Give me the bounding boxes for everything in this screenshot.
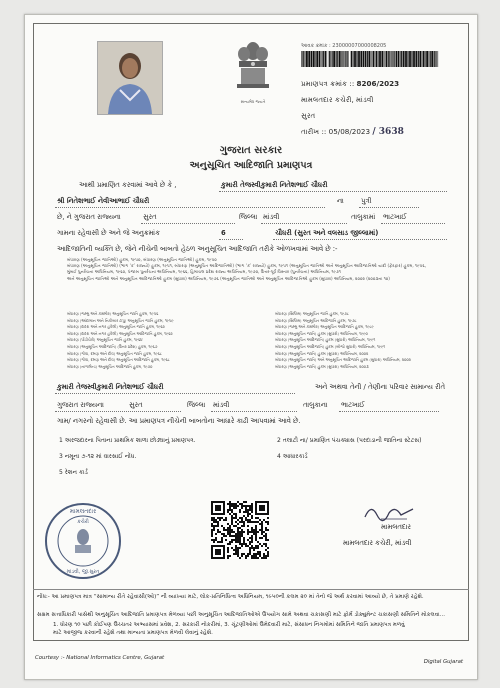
order-item: બંધારણ (દાદરા અને નગર હવેલી) અનુસૂચિત આદિજાતિ હુકમ, ૧૯૬૨ bbox=[67, 330, 173, 336]
order-item: બંધારણ (જમ્મુ અને કાશ્મીર) અનુસૂચિત આદિજાતિ હુકમ, ૧૯૮૯ bbox=[275, 324, 374, 330]
document-item: 5 રેશન કાર્ડ bbox=[59, 469, 88, 476]
order-item: બંધારણ (દાદરા અને નગર હવેલી) અનુસૂચિત જાતિ હુકમ, ૧૯૬૨ bbox=[67, 324, 165, 330]
qr-code bbox=[211, 501, 269, 559]
residence-taluka: માંડવી bbox=[213, 401, 230, 409]
village: ભાટખાઈ bbox=[383, 213, 407, 221]
issue-date: 05/08/2023 bbox=[328, 127, 371, 136]
national-emblem-icon bbox=[233, 37, 273, 97]
order-item: બંધારણ (ગોવા, દમણ અને દીવ) અનુસૂચિત આદિજાતિ હુકમ, ૧૯૬૮ bbox=[67, 357, 170, 363]
name-repeat-underline bbox=[55, 393, 295, 394]
certificate-number-label: પ્રમાણપત્ર ક્રમાંક :: bbox=[301, 79, 355, 88]
residence-district: સુરત bbox=[129, 401, 143, 409]
certificate-page bbox=[24, 14, 478, 680]
seal-text: મામલતદાર bbox=[69, 508, 97, 515]
footer-brand: Digital Gujarat bbox=[423, 659, 463, 665]
order-line: અને અનુસૂચિત જાતિઓ અને અનુસૂચિત આદિજાતિઓ હુકમ (સુધારા) અધિનિયમ, ૧૯૭૬ (અનુસૂચિત જાતિઓ અને અનુસૂચિત આદિજાતિઓ હુકમ (સુધારા) અધિનિયમ, ૨૦૦૨ (૨૦૦૩ના ૧૦) bbox=[67, 275, 390, 281]
order-item: બંધારણ (અનુસૂચિત જાતિ) અને અનુસૂચિત આદિજાતિ હુકમ (સુધારા) અધિનિયમ, ૨૦૦૨ bbox=[275, 357, 411, 363]
village-underline bbox=[381, 223, 445, 224]
barcode-block bbox=[301, 43, 441, 71]
issuing-district: સુરત bbox=[301, 111, 316, 120]
note-text: નોંધ:- આ પ્રમાણપત્ર માત્ર “સામાન્ય રીતે રહેવાસી(ઓ)” ની વ્યાખ્યા માટે, લોક-પ્રતિનિધિત્વ અધિનિયમ, ૧૯૫૦ની કલમ ૨૦ માં તેનો જે અર્થ કરવામાં આવ્યો છે, તે પ્રમાણે રહેશે. bbox=[37, 594, 424, 600]
serial-number: 6 bbox=[221, 229, 226, 237]
residence-state-underline bbox=[55, 411, 181, 412]
residence-taluka-underline bbox=[211, 411, 297, 412]
government-title: ગુજરાત સરકાર bbox=[219, 145, 283, 156]
issuing-office: મામલતદાર કચેરી, માંડવી bbox=[301, 95, 374, 104]
document-item: 3 નમૂના ૭-૧૨ માં વારસાઈ નોંધ. bbox=[59, 453, 137, 460]
order-item: બંધારણ (અનુસૂચિત જાતિ) હુકમ (સુધારો) અધિનિયમ, ૧૯૯૦ bbox=[275, 330, 368, 336]
order-line: બંધારણ (અનુસૂચિત જાતિઓ) હુકમ, ૧૯૫૦, બંધારણ (અનુસૂચિત જાતિઓ) હુકમ, ૧૯૫૦ bbox=[67, 257, 217, 262]
serial-underline bbox=[219, 239, 243, 240]
relation-label: ના bbox=[337, 197, 344, 205]
taluka: માંડવી bbox=[263, 213, 280, 221]
document-item: 4 આધારકાર્ડ bbox=[277, 453, 308, 460]
seal-text: માંડવી, જી.સુરત bbox=[66, 569, 100, 575]
order-item: બંધારણ (ગોવા, દમણ અને દીવ) અનુસૂચિત જાતિ હુકમ, ૧૯૬૮ bbox=[67, 350, 162, 356]
residence-village: ભાટખાઈ bbox=[341, 401, 365, 409]
order-item: બંધારણ (અનુસૂચિત આદિજાતિ) હુકમ (બીજો સુધારો) અધિનિયમ, ૧૯૯૧ bbox=[275, 343, 386, 349]
residence-village-underline bbox=[339, 411, 439, 412]
relation-underline bbox=[359, 207, 419, 208]
applicant-photo bbox=[97, 41, 163, 115]
order-item: બંધારણ (અનુસૂચિત આદિજાતિ) હુકમ (સુધારો) અધિનિયમ, ૧૯૯૧ bbox=[275, 337, 376, 343]
order-line: બંધારણ (અનુસૂચિત જાતિઓ) (ભાગ ‘ક’ રાજ્યો) હુકમ, ૧૯૫૧, બંધારણ (અનુસૂચિત આદિજાતિઓ) (ભાગ ‘ક’ રાજ્યો) હુકમ, ૧૯૫૧ (અનુસૂચિત જાતિઓ અને અનુસૂચિત આદિજાતિઓ યાદી (ફેરફાર) હુકમ, ૧૯૫૬, bbox=[67, 263, 426, 269]
tribe-underline bbox=[273, 239, 447, 240]
father-underline bbox=[55, 207, 325, 208]
order-item: બંધારણ (પોંડીચેરી) અનુસૂચિત જાતિ હુકમ, ૧૯૬૪ bbox=[67, 337, 143, 343]
office-seal-icon bbox=[43, 501, 123, 581]
certificate-number-line bbox=[301, 79, 399, 89]
handwritten-number: / 3638 bbox=[372, 127, 404, 137]
certify-prefix: આથી પ્રમાણિત કરવામાં આવે છે કે , bbox=[79, 181, 177, 189]
notes-divider bbox=[33, 589, 469, 590]
document-title: અનુસૂચિત આદિજાતિ પ્રમાણપત્ર bbox=[189, 160, 313, 171]
order-line: મુંબઈ પુનર્રચના અધિનિયમ, ૧૯૬૦, પંજાબ પુનર્રચના અધિનિયમ, ૧૯૬૬, હિમાચલ પ્રદેશ રાજ્ય અધિનિયમ, ૧૯૭૦, ઉત્તર-પૂર્વ વિસ્તાર (પુનર્રચના) અધિનિયમ, ૧૯૭૧ bbox=[67, 269, 341, 275]
taluka-label: તાલુકામાં bbox=[351, 213, 376, 221]
district: સુરત bbox=[143, 213, 157, 221]
relation: પુત્રી bbox=[361, 197, 372, 205]
handwritten-signature bbox=[361, 501, 421, 525]
residence-taluka-label: તાલુકાના bbox=[303, 401, 328, 409]
order-item: બંધારણ (અનુસૂચિત જાતિ) હુકમ (સુધારા) અધિનિયમ, ૨૦૦૨ bbox=[275, 350, 369, 356]
document-item: 1 અરજદારના પિતાના પ્રાથમિક શાળા છોડ્યાનું પ્રમાણપત્ર. bbox=[59, 437, 196, 444]
recognition-line: આદિજાતિની વ્યક્તિ છે, જેને નીચેની બાબતો હેઠળ અનુસૂચિત આદિજાતિ તરીકે ઓળખવામાં આવે છે :- bbox=[57, 245, 338, 253]
taluka-underline bbox=[261, 223, 347, 224]
emblem-caption: સત્યમેવ જયતે bbox=[240, 99, 266, 104]
footer-courtesy: Courtesy :- National Informatics Centre, Gujarat bbox=[35, 655, 165, 661]
order-item: બંધારણ (અનુસૂચિત જાતિ) હુકમ (સુધારા) અધિનિયમ, ૨૦૦૩ bbox=[275, 363, 369, 369]
seal-text: કચેરી bbox=[77, 519, 89, 525]
residence-district-label: જિલ્લા bbox=[187, 401, 206, 409]
barcode bbox=[301, 51, 441, 67]
basis-statement: ગામ/ નગરનો રહેવાસી છે. આ પ્રમાણપત્ર નીચેની બાબતોના આધારે કાઢી આપવામાં આવે છે. bbox=[57, 417, 301, 425]
father-name: શ્રી નિતેશભાઈ નેવીઆભાઈ ચૌધરી bbox=[57, 197, 150, 205]
tribe-name: ચૌધરી (સુરત અને વલસાડ જીલ્લામાં) bbox=[275, 229, 379, 237]
important-points: 1. ધોરણ ૧૦ પછી કોઈપણ ઉચ્ચતર અભ્યાસમાં પ્રવેશ, 2. સરકારી નોકરીમાં, 3. ચૂંટણીઓમાં ઉમેદવારી માટે, સંસાધન નિગમોમાં સમિતિને જાતિ પ્રમાણપત્ર મળવું bbox=[53, 622, 405, 628]
family-text: અને અથવા તેની / તેણીના પરિવાર સામાન્ય રીતે bbox=[315, 383, 445, 391]
certificate-number: 8206/2023 bbox=[356, 79, 400, 88]
issue-date-line bbox=[301, 127, 404, 137]
order-item: બંધારણ (નાગાલેન્ડ) અનુસૂચિત આદિજાતિ હુકમ, ૧૯૭૦ bbox=[67, 363, 153, 369]
application-number: આવક ક્રમાંક : 23000007000008205 bbox=[301, 43, 387, 49]
signatory-title: મામલતદાર bbox=[381, 523, 411, 531]
order-item: બંધારણ (આંદામાન અને નિકોબાર ટાપુ) અનુસૂચિત જાતિ હુકમ, ૧૯૫૯ bbox=[67, 317, 174, 323]
name-underline bbox=[219, 191, 447, 192]
orders-left-list bbox=[67, 311, 243, 370]
important-tail: માટે આજીજ કરવાની રહેશે તથા માન્યતા પ્રમાણપત્ર મેળવી લેવાનું રહેશે. bbox=[53, 630, 213, 636]
order-item: બંધારણ (સિક્કિમ) અનુસૂચિત જાતિ હુકમ, ૧૯૭૮ bbox=[275, 311, 349, 316]
important-text: સક્ષમ સત્તાધિકારી પાસેથી અનુસૂચિત આદિજાતિ પ્રમાણપત્ર મેળવ્યા પછી અનુસૂચિત આદિજાતિઓએ ઉપયોગ સામે અથવા ચકાસણી માટે ફોર્મ ડોક્યુમેન્ટ ચકાસણી સમિતિને મોકલવા... bbox=[37, 612, 445, 618]
applicant-name-repeat: કુમારી તેજસ્વીકુમારી નિતેશભાઈ ચૌધરી bbox=[57, 383, 164, 391]
district-underline bbox=[141, 223, 235, 224]
document-item: 2 તલાટી ના/ પ્રમાણિત પંચક્યાસ (પરદાડાની જાતિના સ્ટેટસ) bbox=[277, 437, 422, 444]
residence-state: ગુજરાત રાજ્યના bbox=[57, 401, 104, 409]
order-item: બંધારણ (જમ્મુ અને કાશ્મીર) અનુસૂચિત જાતિ હુકમ, ૧૯૫૬ bbox=[67, 311, 159, 316]
issue-date-label: તારીખ :: bbox=[301, 127, 327, 136]
applicant-name: કુમારી તેજસ્વીકુમારી નિતેશભાઈ ચૌધરી bbox=[221, 181, 328, 189]
order-item: બંધારણ (સિક્કિમ) અનુસૂચિત આદિજાતિ હુકમ, ૧૯૭૮ bbox=[275, 317, 357, 323]
orders-paragraph bbox=[67, 257, 463, 282]
serial-prefix: ગામના રહેવાસી છે અને જે અનુક્રમાંક bbox=[57, 229, 160, 237]
signatory-office: મામલતદાર કચેરી, માંડવી bbox=[343, 539, 412, 547]
district-label: જિલ્લા bbox=[239, 213, 258, 221]
state-prefix: છે, ને ગુજરાત રાજ્યના bbox=[57, 213, 121, 221]
orders-right-list bbox=[275, 311, 465, 370]
order-item: બંધારણ (અનુસૂચિત આદિજાતિ) (ઉત્તર પ્રદેશ) હુકમ, ૧૯૬૭ bbox=[67, 343, 158, 349]
